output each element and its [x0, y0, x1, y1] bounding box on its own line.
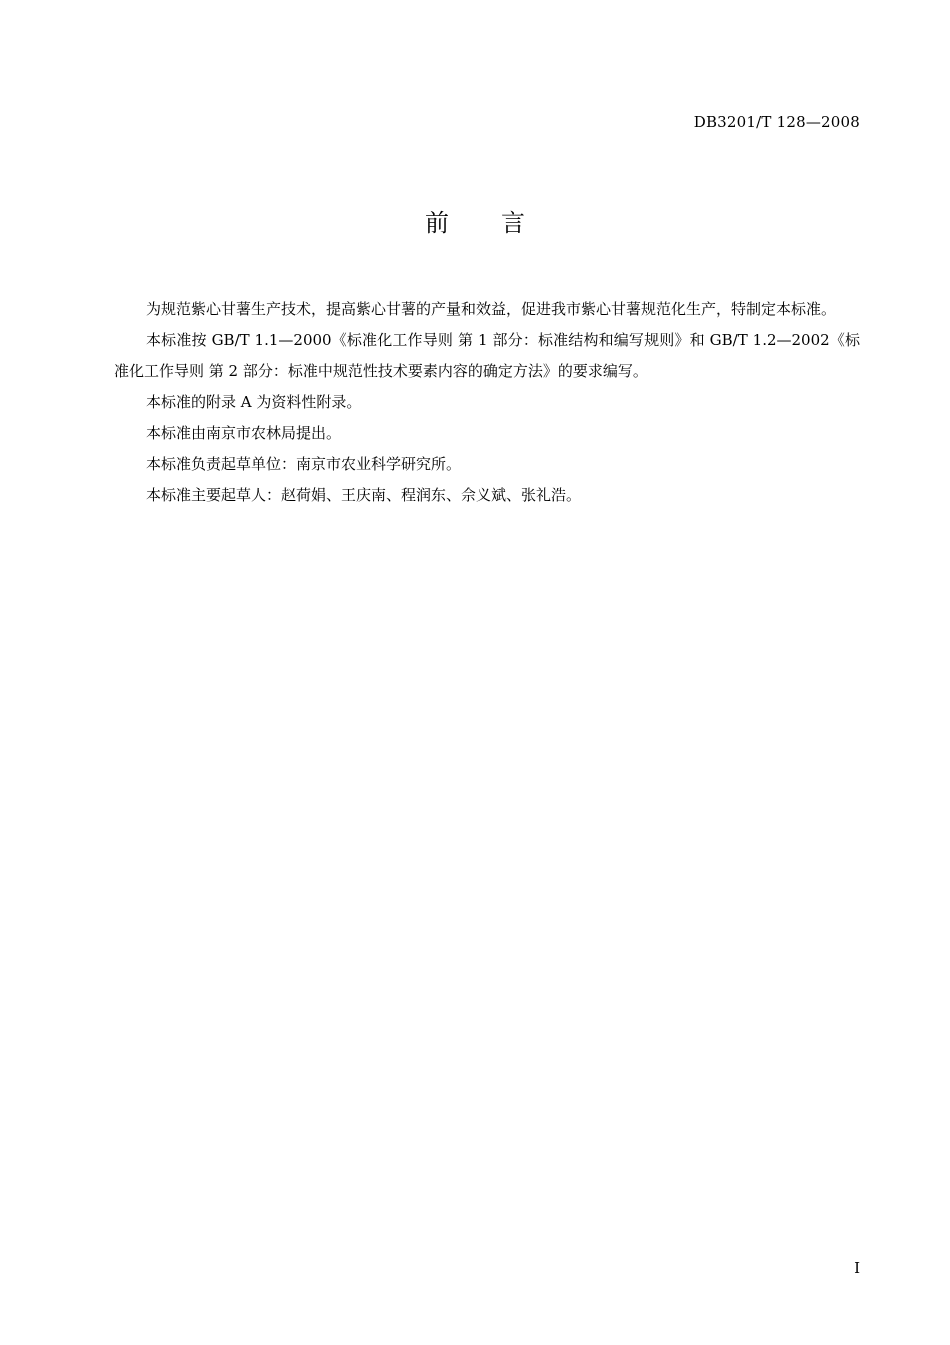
standard-code: DB3201/T 128—2008	[693, 113, 860, 131]
foreword-body	[114, 294, 860, 511]
paragraph-proposer: 本标准由南京市农林局提出。	[146, 424, 342, 442]
paragraph-drafters: 本标准主要起草人：赵荷娟、王庆南、程润东、佘义斌、张礼浩。	[146, 486, 582, 504]
paragraph-drafting-rules: 本标准按 GB/T 1.1—2000《标准化工作导则 第 1 部分：标准结构和编写规则》和 GB/T 1.2—2002《标准化工作导则 第 2 部分：标准中规范性技术要素内容的确定方法》的要求编写。	[114, 331, 860, 380]
paragraph-drafting-unit: 本标准负责起草单位：南京市农业科学研究所。	[146, 455, 462, 473]
paragraph-appendix: 本标准的附录 A 为资料性附录。	[146, 393, 362, 411]
page-title	[0, 203, 950, 238]
page-number: I	[854, 1259, 860, 1277]
paragraph-purpose: 为规范紫心甘薯生产技术，提高紫心甘薯的产量和效益，促进我市紫心甘薯规范化生产，特制定本标准。	[146, 300, 837, 318]
title-char-2: 言	[501, 209, 525, 237]
title-char-1: 前	[425, 209, 449, 237]
